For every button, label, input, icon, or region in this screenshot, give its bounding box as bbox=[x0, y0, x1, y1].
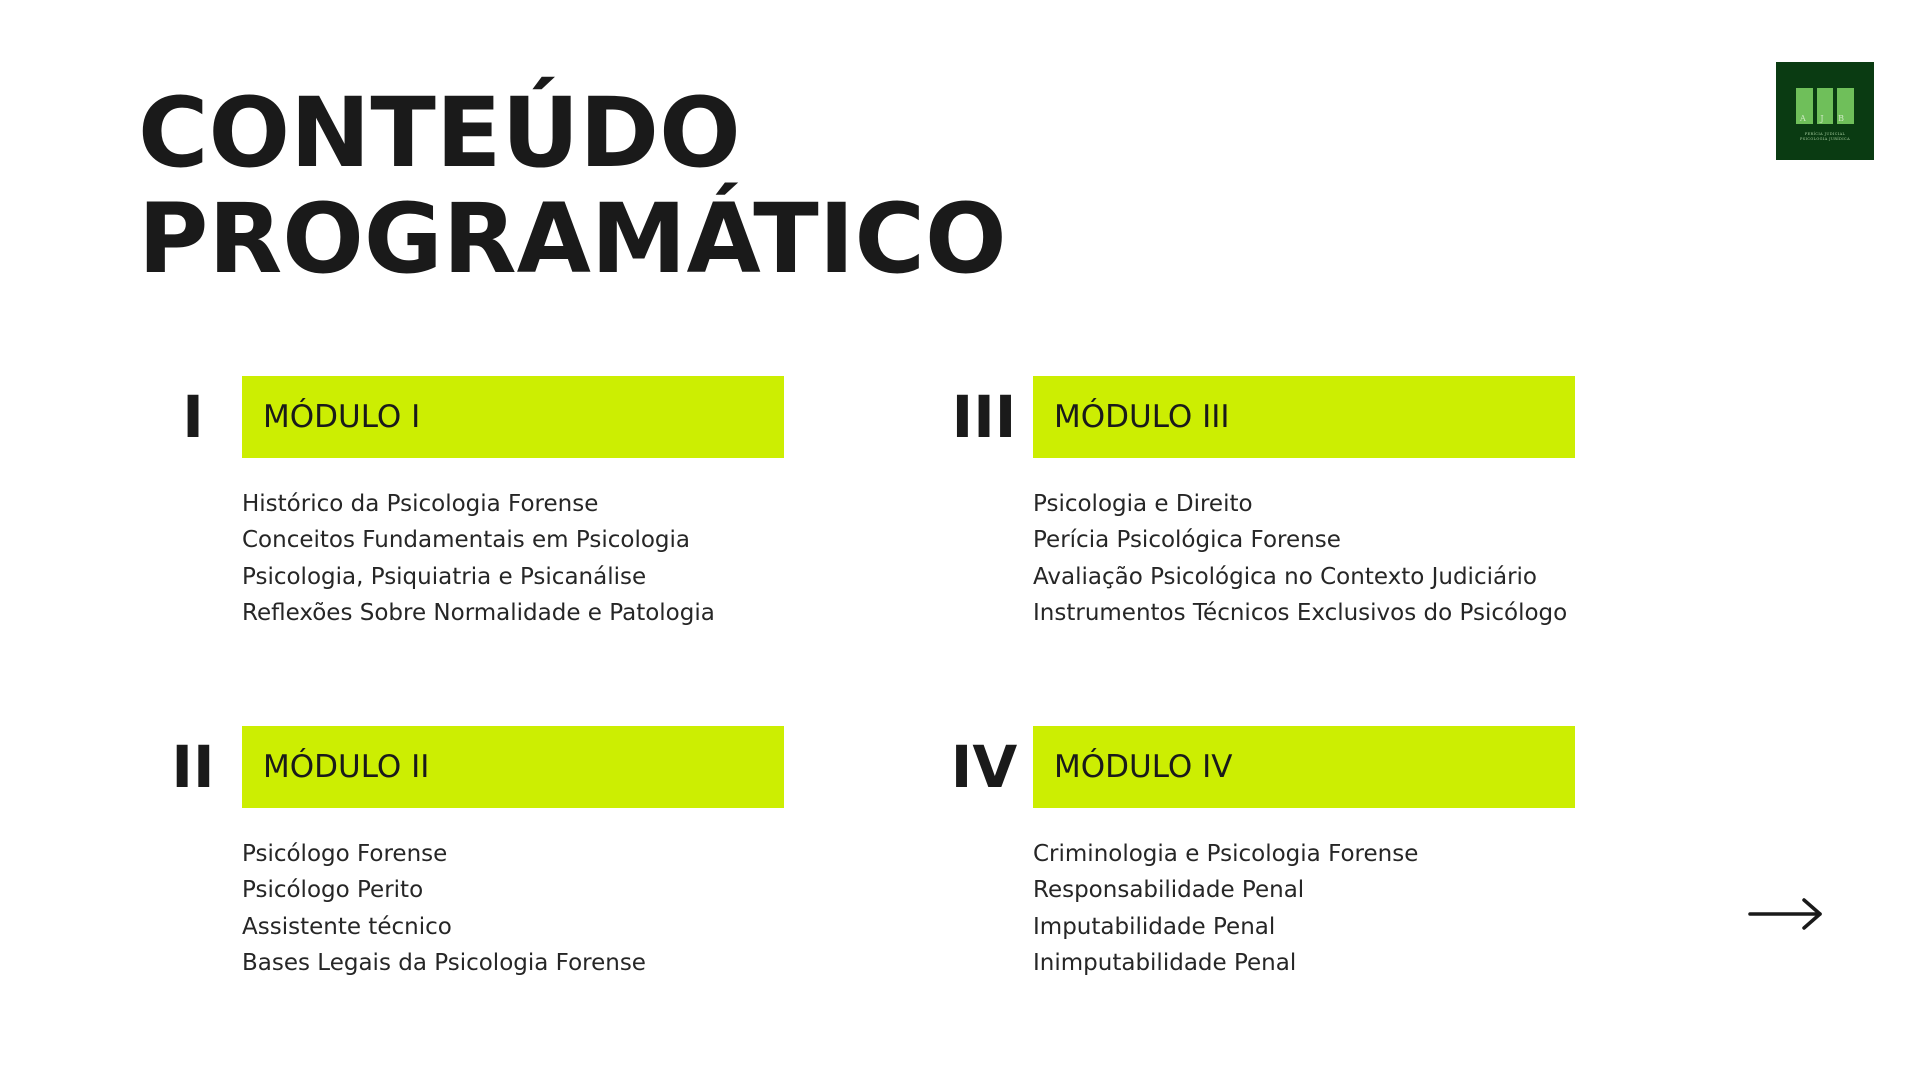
logo-letters: A J B bbox=[1800, 114, 1850, 123]
module-topic: Psicólogo Forense bbox=[242, 841, 448, 867]
page-title-line-1: CONTEÚDO bbox=[138, 77, 741, 189]
module-numeral: IV bbox=[950, 733, 1018, 801]
module-title: MÓDULO IV bbox=[1054, 749, 1233, 785]
module-numeral: I bbox=[182, 383, 204, 451]
next-slide-button[interactable] bbox=[1748, 896, 1824, 932]
module-topic-list bbox=[242, 836, 646, 981]
module-topic: Avaliação Psicológica no Contexto Judiciário bbox=[1033, 563, 1537, 590]
module-topic-list bbox=[242, 486, 715, 631]
module-header bbox=[242, 376, 784, 458]
module-numeral: III bbox=[951, 383, 1017, 451]
module-header bbox=[1033, 376, 1575, 458]
module-topic-list bbox=[1033, 836, 1418, 981]
page-title bbox=[138, 77, 1007, 295]
module-topic-list bbox=[1033, 486, 1567, 631]
module-topic: Histórico da Psicologia Forense bbox=[242, 491, 599, 517]
module-topic: Psicologia, Psiquiatria e Psicanálise bbox=[242, 563, 647, 590]
module-topic: Conceitos Fundamentais em Psicologia bbox=[242, 527, 690, 554]
ajb-logo bbox=[1776, 62, 1874, 160]
module-numeral: II bbox=[171, 733, 215, 801]
module-header bbox=[242, 726, 784, 808]
module-topic: Criminologia e Psicologia Forense bbox=[1033, 841, 1419, 867]
right-arrow-icon bbox=[1748, 896, 1824, 932]
module-topic: Imputabilidade Penal bbox=[1033, 913, 1276, 940]
module-topic: Reflexões Sobre Normalidade e Patologia bbox=[242, 599, 715, 626]
logo-tagline bbox=[1776, 132, 1874, 142]
module-topic: Psicólogo Perito bbox=[242, 877, 424, 904]
module-topic: Assistente técnico bbox=[242, 913, 452, 940]
module-topic: Instrumentos Técnicos Exclusivos do Psicólogo bbox=[1033, 599, 1568, 626]
module-header bbox=[1033, 726, 1575, 808]
module-topic: Psicologia e Direito bbox=[1033, 491, 1253, 517]
module-topic: Responsabilidade Penal bbox=[1033, 877, 1305, 904]
module-topic: Bases Legais da Psicologia Forense bbox=[242, 949, 646, 976]
module-topic: Inimputabilidade Penal bbox=[1033, 949, 1297, 976]
logo-tagline-line-1: PERÍCIA JUDICIAL bbox=[1804, 132, 1846, 136]
module-title: MÓDULO I bbox=[263, 399, 421, 435]
module-title: MÓDULO III bbox=[1054, 399, 1230, 435]
module-topic: Perícia Psicológica Forense bbox=[1033, 527, 1341, 554]
logo-tagline-line-2: PSICOLOGIA JURÍDICA bbox=[1799, 137, 1851, 141]
module-title: MÓDULO II bbox=[263, 749, 430, 785]
page-title-line-2: PROGRAMÁTICO bbox=[138, 183, 1007, 295]
